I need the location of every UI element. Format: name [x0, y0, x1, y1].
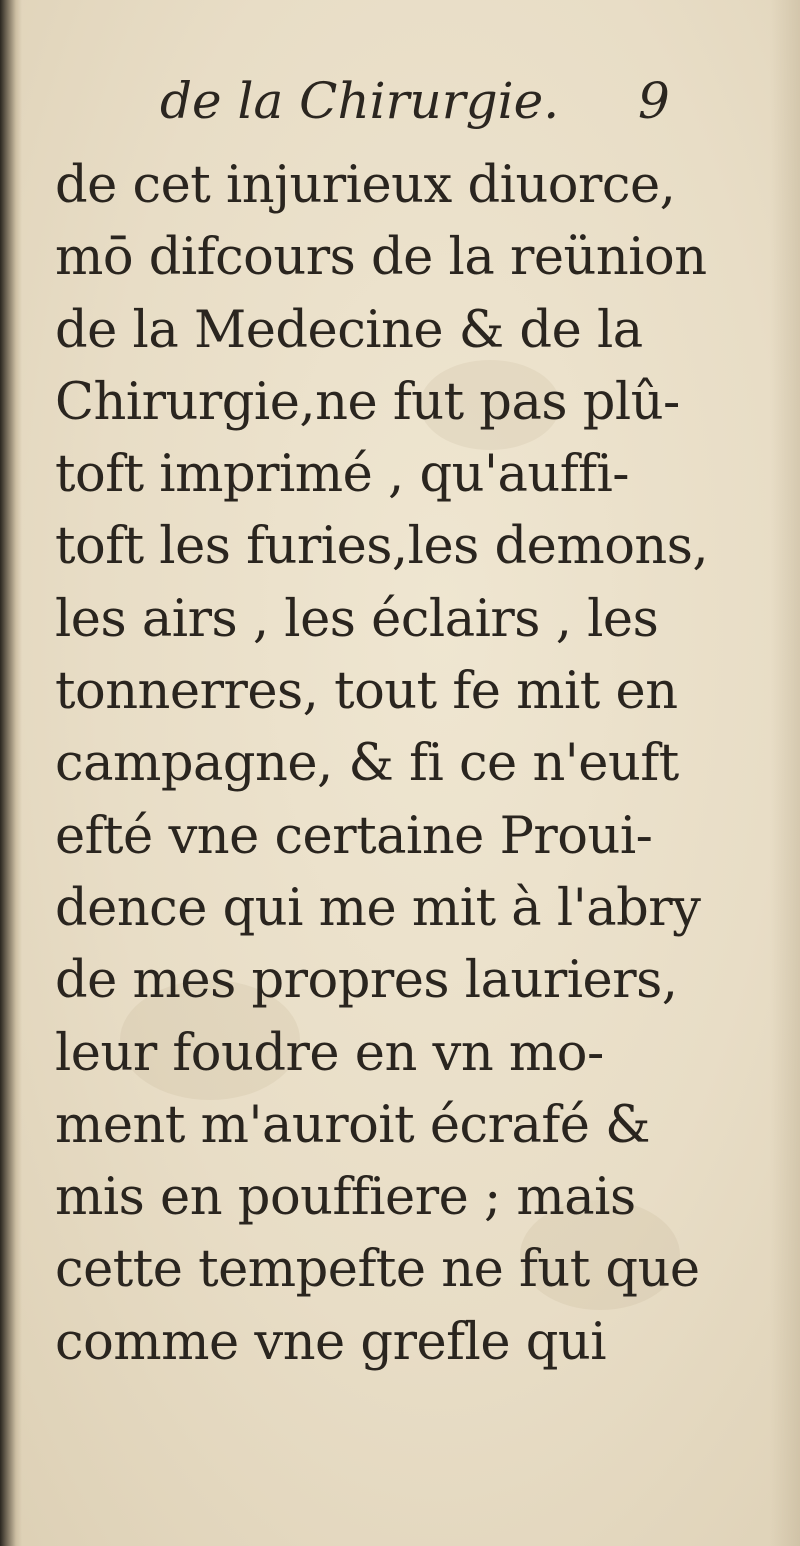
- page-number: 9: [638, 72, 670, 130]
- text-line: les airs , les éclairs , les: [55, 589, 659, 649]
- text-line: de cet injurieux diuorce,: [55, 156, 676, 215]
- text-line: toft les furies,les demons,: [55, 517, 709, 577]
- text-line: comme vne grefle qui: [55, 1312, 607, 1372]
- text-line: de mes propres lauriers,: [55, 951, 678, 1011]
- text-line: leur foudre en vn mo-: [55, 1023, 604, 1083]
- text-line: toft imprimé , qu'auffi-: [55, 445, 630, 505]
- text-line: ment m'auroit écrafé &: [55, 1095, 651, 1155]
- running-head: de la Chirurgie.: [160, 72, 560, 130]
- text-line: tonnerres, tout fe mit en: [55, 662, 678, 722]
- page-header: [60, 72, 680, 142]
- body-text: [55, 150, 709, 1372]
- text-line: cette tempefte ne fut que: [55, 1240, 700, 1300]
- text-line: de la Medecine & de la: [55, 300, 643, 360]
- text-line: efté vne certaine Proui-: [55, 806, 653, 866]
- text-line: Chirurgie,ne fut pas plû-: [55, 372, 680, 432]
- text-line: mis en pouffiere ; mais: [55, 1168, 636, 1228]
- text-line: mō difcours de la reünion: [55, 228, 707, 288]
- text-line: dence qui me mit à l'abry: [55, 878, 701, 938]
- page-edge-shading: [770, 0, 800, 1546]
- binding-gutter-shadow: [0, 0, 22, 1546]
- text-line: campagne, & fi ce n'euft: [55, 734, 679, 794]
